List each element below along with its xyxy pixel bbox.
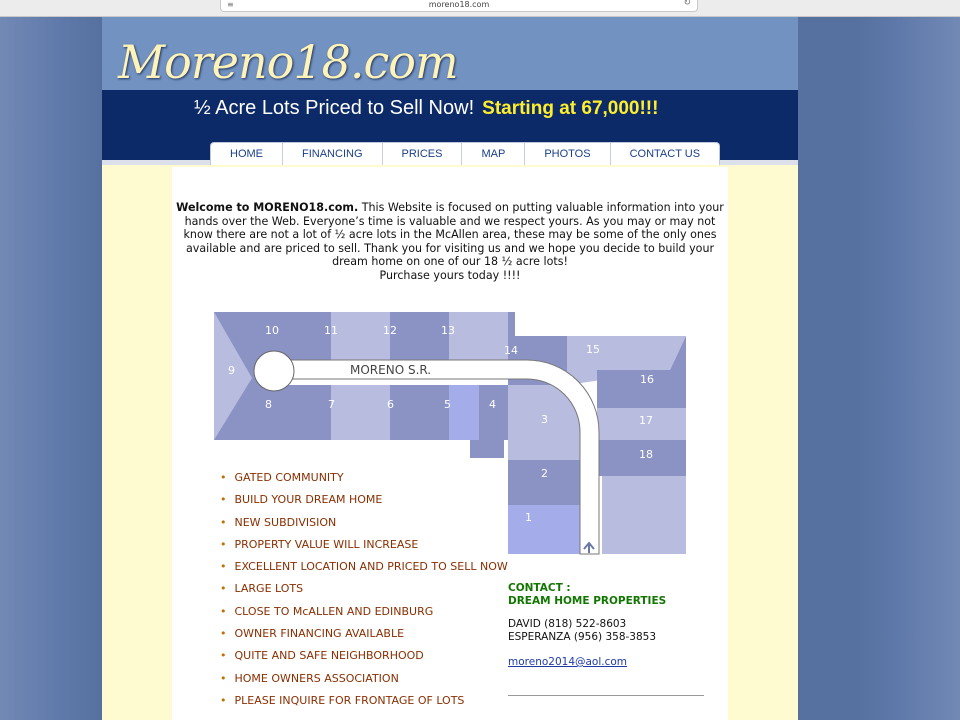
price-banner: Starting at 67,000!!!: [482, 98, 659, 119]
lot-6[interactable]: [390, 385, 449, 440]
nav-home[interactable]: HOME: [211, 143, 283, 165]
features-list: [220, 467, 508, 712]
main-content: [172, 167, 728, 720]
lot-7[interactable]: [331, 385, 390, 440]
lot-label: 18: [639, 448, 653, 461]
lot-label: 5: [444, 398, 451, 411]
list-item: • CLOSE TO McALLEN AND EDINBURG: [220, 601, 508, 623]
road-label: MORENO S.R.: [350, 363, 432, 377]
lot-8[interactable]: [272, 385, 331, 440]
list-item: • GATED COMMUNITY: [220, 467, 508, 489]
nav-prices[interactable]: PRICES: [383, 143, 463, 165]
contact-phone-david: DAVID (818) 522-8603: [508, 618, 627, 630]
list-item: • LARGE LOTS: [220, 578, 508, 600]
lot-empty: [602, 476, 686, 554]
tagline: [194, 97, 658, 120]
nav-contact-us[interactable]: CONTACT US: [629, 148, 701, 160]
list-item: • HOME OWNERS ASSOCIATION: [220, 668, 508, 690]
list-item: • EXCELLENT LOCATION AND PRICED TO SELL NOW: [220, 556, 508, 578]
cul-de-sac: [254, 351, 294, 391]
nav-map[interactable]: MAP: [462, 143, 525, 165]
lot-label: 16: [640, 373, 654, 386]
lot-label: 3: [541, 413, 548, 426]
lot-label: 10: [265, 324, 279, 337]
list-item: • PROPERTY VALUE WILL INCREASE: [220, 534, 508, 556]
browser-toolbar: [0, 0, 960, 17]
list-item: • BUILD YOUR DREAM HOME: [220, 489, 508, 511]
reload-icon[interactable]: ↻: [683, 0, 691, 8]
site-logo[interactable]: Moreno18.com: [118, 35, 458, 89]
contact-company: DREAM HOME PROPERTIES: [508, 595, 667, 607]
contact-heading: CONTACT :: [508, 582, 571, 594]
lot-label: 8: [265, 398, 272, 411]
lot-label: 6: [387, 398, 394, 411]
nav-financing[interactable]: FINANCING: [283, 143, 383, 165]
welcome-cta: Purchase yours today !!!!: [379, 268, 521, 282]
list-item: • OWNER FINANCING AVAILABLE: [220, 623, 508, 645]
site-container: [102, 17, 798, 720]
list-item: • PLEASE INQUIRE FOR FRONTAGE OF LOTS: [220, 690, 508, 712]
lot-label: 9: [228, 364, 235, 377]
contact-phone-esperanza: ESPERANZA (956) 358-3853: [508, 631, 657, 643]
lot-label: 14: [504, 344, 518, 357]
lot-label: 11: [324, 324, 338, 337]
reader-icon[interactable]: ≡: [227, 0, 234, 9]
divider: [508, 695, 704, 696]
welcome-heading: Welcome to MORENO18.com.: [176, 201, 359, 214]
contact-block: [508, 582, 704, 696]
lot-label: 4: [489, 398, 496, 411]
lot-5[interactable]: [449, 385, 479, 440]
lot-label: 17: [639, 414, 653, 427]
list-item: • NEW SUBDIVISION: [220, 512, 508, 534]
site-header: [102, 17, 798, 160]
welcome-body: This Website is focused on putting valuable information into your hands over the Web. Everyone’s time is valuable and we respect yours. As you may or may not know there are not a lot of ½ acre lots in the McAllen area, these may be some of the only ones available and are priced to sell. Thank you for visiting us and we hope you decide to build your dream home on one of our 18 ½ acre lots!: [183, 201, 724, 268]
list-item: • QUITE AND SAFE NEIGHBORHOOD: [220, 645, 508, 667]
url-text: moreno18.com: [428, 0, 490, 9]
address-bar[interactable]: [220, 0, 698, 12]
nav-photos[interactable]: PHOTOS: [525, 143, 610, 165]
lot-label: 1: [525, 511, 532, 524]
lot-1[interactable]: [508, 505, 582, 554]
lot-label: 7: [328, 398, 335, 411]
lot-label: 12: [383, 324, 397, 337]
lot-label: 15: [586, 343, 600, 356]
lot-label: 2: [541, 467, 548, 480]
contact-email-link[interactable]: moreno2014@aol.com: [508, 656, 628, 668]
welcome-text: [172, 201, 728, 282]
lot-label: 13: [441, 324, 455, 337]
tagline-text: ½ Acre Lots Priced to Sell Now!: [194, 97, 475, 119]
main-nav: [210, 142, 720, 165]
